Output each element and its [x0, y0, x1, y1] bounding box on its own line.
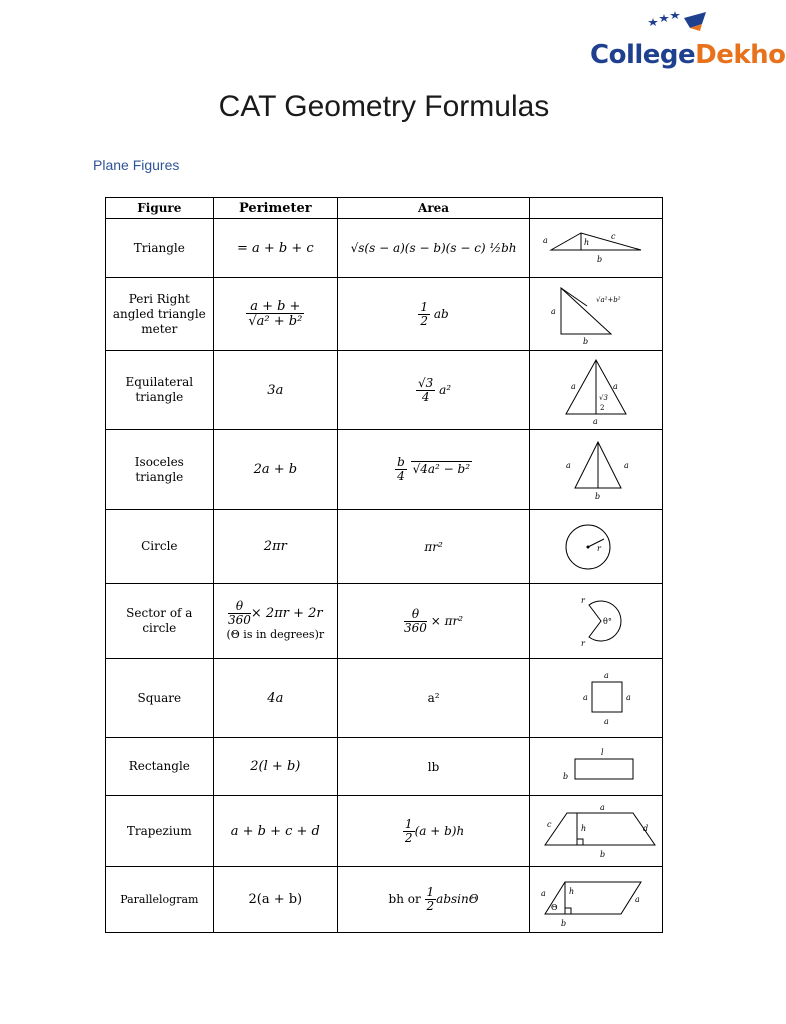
svg-text:a: a	[604, 671, 609, 680]
svg-text:θ°: θ°	[603, 617, 612, 626]
area-formula: $\frac{√3}{4}$ a²	[338, 351, 530, 430]
svg-text:Θ: Θ	[551, 902, 558, 912]
svg-text:a: a	[566, 460, 571, 470]
diagram-cell	[530, 430, 663, 510]
figure-name: Isoceles triangle	[106, 430, 214, 510]
figure-name: Triangle	[106, 219, 214, 278]
table-row	[106, 219, 663, 278]
page-title: CAT Geometry Formulas	[218, 90, 550, 123]
formula-table	[105, 197, 663, 933]
collegedekho-logo[interactable]	[590, 10, 786, 72]
svg-text:a: a	[571, 382, 576, 391]
svg-text:a: a	[604, 717, 609, 726]
svg-text:b: b	[600, 850, 606, 859]
sector-diagram	[541, 591, 651, 651]
area-formula: $\frac{1}{2}$ ab	[338, 278, 530, 351]
svg-text:a: a	[613, 382, 618, 391]
area-formula: a²	[338, 659, 530, 738]
svg-text:b: b	[583, 337, 589, 346]
diagram-cell	[530, 659, 663, 738]
table-row	[106, 796, 663, 867]
perimeter-formula: a + b + c + d	[213, 796, 337, 867]
right-triangle-diagram	[541, 282, 651, 346]
diagram-cell	[530, 584, 663, 659]
diagram-cell	[530, 796, 663, 867]
svg-text:√3: √3	[599, 394, 608, 402]
logo-wordmark: CollegeDekho	[590, 40, 786, 70]
header-figure: Figure	[106, 198, 214, 219]
svg-text:h: h	[584, 238, 590, 247]
svg-text:a: a	[600, 803, 605, 812]
svg-text:2: 2	[600, 404, 605, 412]
svg-text:r: r	[581, 596, 585, 605]
perimeter-formula: 2a + b	[213, 430, 337, 510]
diagram-cell	[530, 510, 663, 584]
svg-text:a: a	[583, 693, 588, 702]
diagram-cell	[530, 867, 663, 933]
svg-text:r: r	[597, 543, 601, 553]
diagram-cell	[530, 219, 663, 278]
perimeter-formula: 3a	[213, 351, 337, 430]
perimeter-formula: a + b + √a² + b²	[213, 278, 337, 351]
figure-name: Square	[106, 659, 214, 738]
table-row	[106, 584, 663, 659]
perimeter-formula: 4a	[213, 659, 337, 738]
table-row	[106, 738, 663, 796]
svg-text:a: a	[543, 236, 548, 245]
svg-text:a: a	[624, 460, 629, 470]
header-perimeter: Perimeter	[213, 198, 337, 219]
figure-name: Circle	[106, 510, 214, 584]
table-row	[106, 351, 663, 430]
svg-text:b: b	[595, 491, 601, 501]
figure-name: Trapezium	[106, 796, 214, 867]
area-formula: $\frac{b}{4}$ √4a² − b²	[338, 430, 530, 510]
area-formula: $\frac{1}{2}$ (a + b)h	[338, 796, 530, 867]
svg-text:c: c	[547, 820, 552, 829]
perimeter-formula: = a + b + c	[213, 219, 337, 278]
svg-text:a: a	[626, 693, 631, 702]
equilateral-triangle-diagram	[541, 354, 651, 426]
figure-name: Parallelogram	[106, 867, 214, 933]
perimeter-formula: 2(a + b)	[213, 867, 337, 933]
isosceles-triangle-diagram	[541, 438, 651, 502]
svg-text:h: h	[569, 886, 575, 896]
table-row	[106, 278, 663, 351]
header-area: Area	[338, 198, 530, 219]
svg-text:b: b	[597, 255, 603, 264]
svg-text:b: b	[561, 918, 567, 928]
area-formula: √s(s − a)(s − b)(s − c) ½bh	[338, 219, 530, 278]
area-formula: bh or $\frac{1}{2}$ absinΘ	[338, 867, 530, 933]
table-row	[106, 430, 663, 510]
table-row	[106, 867, 663, 933]
figure-name: Sector of a circle	[106, 584, 214, 659]
perimeter-formula: $\frac{\theta}{360}$ × 2πr + 2r (Θ is in degrees)r	[213, 584, 337, 659]
parallelogram-diagram	[535, 870, 657, 930]
svg-text:l: l	[601, 747, 604, 757]
circle-diagram	[541, 517, 651, 577]
area-formula: πr²	[338, 510, 530, 584]
svg-text:c: c	[611, 232, 616, 241]
table-header-row	[106, 198, 663, 219]
svg-text:a: a	[635, 894, 640, 904]
area-formula: lb	[338, 738, 530, 796]
figure-name: Peri Right angled triangle meter	[106, 278, 214, 351]
svg-text:a: a	[551, 307, 556, 316]
section-subtitle: Plane Figures	[93, 157, 180, 173]
svg-text:h: h	[581, 824, 587, 833]
diagram-cell	[530, 738, 663, 796]
perimeter-formula: 2πr	[213, 510, 337, 584]
table-row	[106, 510, 663, 584]
svg-text:a: a	[593, 417, 598, 426]
rectangle-diagram	[541, 745, 651, 789]
svg-text:√a²+b²: √a²+b²	[596, 296, 621, 304]
figure-name: Equilateral triangle	[106, 351, 214, 430]
figure-name: Rectangle	[106, 738, 214, 796]
svg-text:r: r	[581, 639, 585, 648]
diagram-cell	[530, 278, 663, 351]
svg-text:d: d	[643, 824, 649, 833]
triangle-diagram	[541, 226, 651, 270]
header-diagram	[530, 198, 663, 219]
square-diagram	[541, 668, 651, 728]
diagram-cell	[530, 351, 663, 430]
table-row	[106, 659, 663, 738]
trapezium-diagram	[535, 801, 657, 861]
svg-text:a: a	[541, 888, 546, 898]
perimeter-formula: 2(l + b)	[213, 738, 337, 796]
svg-text:b: b	[563, 771, 569, 781]
area-formula: $\frac{\theta}{360}$ × πr²	[338, 584, 530, 659]
stars-graduation-cap-icon	[646, 10, 706, 32]
